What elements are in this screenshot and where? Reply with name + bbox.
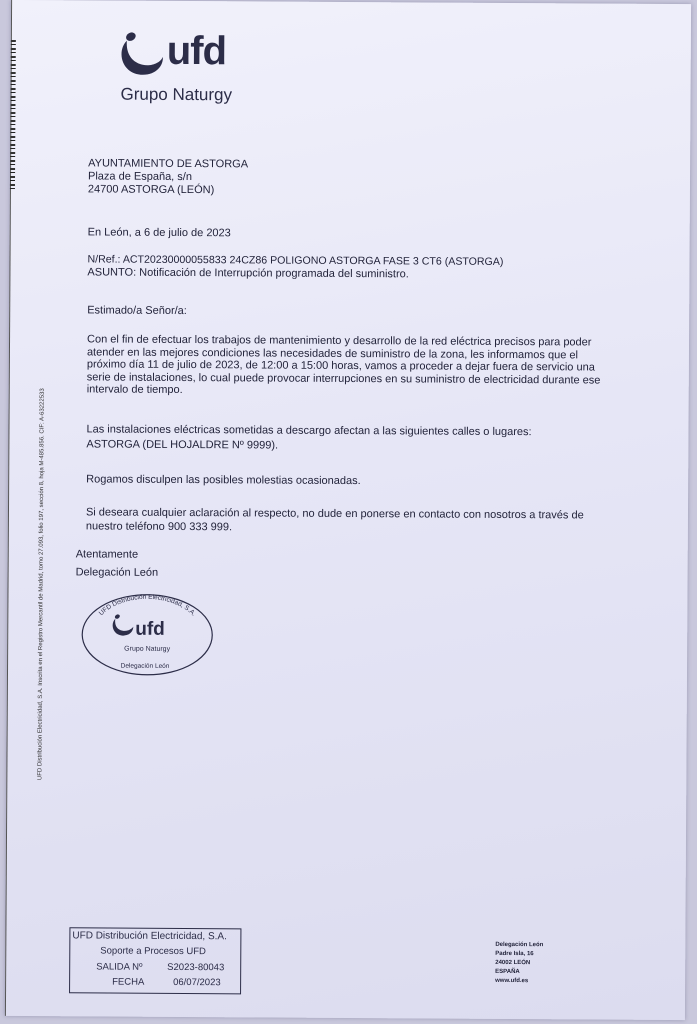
contact-phone: nuestro teléfono 900 333 999.: [85, 520, 233, 534]
seal-brand: ufd: [135, 618, 165, 640]
stamp-company: UFD Distribución Electricidad, S.A.: [72, 930, 227, 943]
footer-address: [495, 941, 543, 986]
company-logo: [116, 25, 247, 116]
ufd-logo-icon: [117, 29, 165, 77]
recipient-line-1: AYUNTAMIENTO DE ASTORGA: [88, 157, 249, 171]
logo-brand: ufd: [166, 28, 227, 74]
body-paragraph-3: Rogamos disculpen las posibles molestias ocasionadas.: [86, 473, 361, 488]
body-paragraph-4: Si deseara cualquier aclaración al respecto, no dude en ponerse en contacto con nosotros a través de: [85, 506, 584, 522]
address-line-2: Padre Isla, 16: [495, 950, 534, 958]
address-line-4: ESPAÑA: [495, 968, 520, 976]
recipient-line-3: 24700 ASTORGA (LEÓN): [87, 183, 215, 197]
letter-page: [5, 0, 691, 1020]
recipient-line-2: Plaza de España, s/n: [87, 170, 193, 184]
stamp-salida-value: S2023-80043: [167, 961, 225, 974]
stamp-fecha-value: 06/07/2023: [173, 976, 221, 989]
registry-stamp: [69, 927, 241, 994]
address-line-3: 24002 LEÓN: [495, 959, 531, 967]
closing-line-1: Atentamente: [75, 548, 139, 561]
svg-text:UFD Distribución Electricidad,: [98, 593, 197, 617]
closing-line-2: Delegación León: [75, 566, 159, 579]
stamp-salida-label: SALIDA Nº: [96, 961, 143, 973]
seal-top-text: UFD Distribución Electricidad, S.A.: [97, 593, 197, 618]
seal-group: Grupo Naturgy: [124, 645, 171, 653]
date-line: En León, a 6 de julio de 2023: [87, 226, 231, 240]
seal-logo-icon: [113, 614, 134, 636]
salutation: Estimado/a Señor/a:: [87, 304, 187, 318]
subject-line: ASUNTO: Notificación de Interrupción programada del suministro.: [87, 266, 409, 281]
registry-margin-text: UFD Distribución Electricidad, S.A. Inscrita en el Registro Mercantil de Madrid, tomo 27.093, folio 197, sección 8, hoja M-485.856. CIF: A-63222533: [37, 388, 46, 781]
reference-line: N/Ref.: ACT20230000055833 24CZ86 POLIGONO ASTORGA FASE 3 CT6 (ASTORGA): [87, 253, 504, 268]
stamp-fecha-label: FECHA: [112, 976, 145, 988]
seal-bottom-text: Delegación León: [120, 662, 170, 670]
barcode: [10, 40, 16, 190]
affected-streets: ASTORGA (DEL HOJALDRE Nº 9999).: [86, 438, 279, 452]
company-seal: [79, 592, 216, 677]
address-line-1: Delegación León: [495, 941, 544, 949]
logo-group: Grupo Naturgy: [120, 84, 233, 105]
stamp-dept: Soporte a Procesos UFD: [100, 945, 206, 958]
body-paragraph-1: Con el fin de efectuar los trabajos de mantenimiento y desarrollo de la red eléctrica precisos para poder atender en las mejores condiciones las necesidades de suministro de la zona, les informamos que el próximo día 11 de julio de 2023, de 12:00 a 15:00 horas, vamos a proceder a dejar fuera de servicio una serie de instalaciones, lo cual puede provocar interrupciones en su suministro de electricidad durante ese intervalo de tiempo.: [86, 333, 601, 396]
address-line-5: www.ufd.es: [495, 977, 529, 985]
seal-graphic: [79, 592, 216, 677]
body-paragraph-2: Las instalaciones eléctricas sometidas a descargo afectan a las siguientes calles o lugares:: [86, 423, 532, 439]
